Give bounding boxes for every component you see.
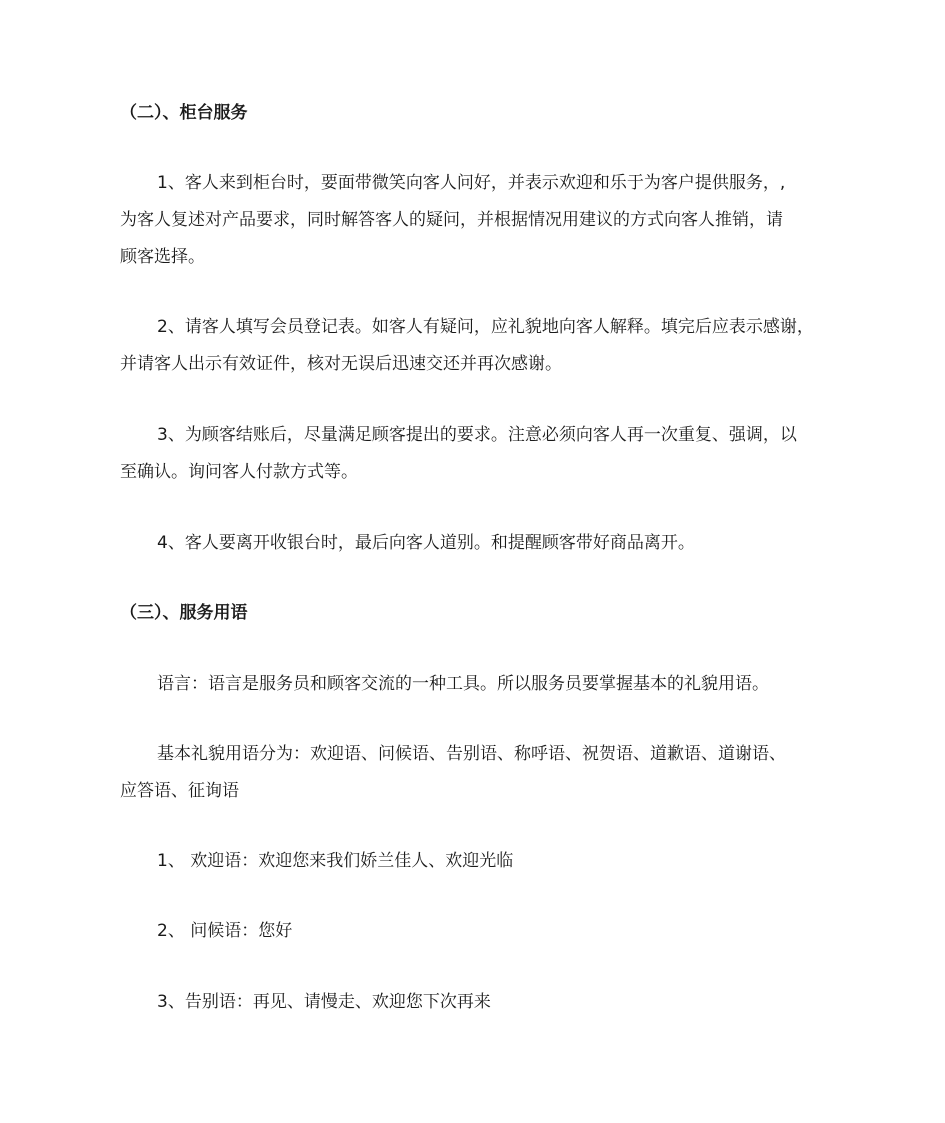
- paragraph-1-line-1: 1、客人来到柜台时，要面带微笑向客人问好，并表示欢迎和乐于为客户提供服务，,: [157, 173, 786, 193]
- paragraph-2-line-1: 2、请客人填写会员登记表。如客人有疑问，应礼貌地向客人解释。填完后应表示感谢，: [157, 317, 814, 337]
- paragraph-3-line-1: 3、为顾客结账后，尽量满足顾客提出的要求。注意必须向客人再一次重复、强调，以: [157, 425, 797, 445]
- paragraph-1-line-2: 为客人复述对产品要求，同时解答客人的疑问，并根据情况用建议的方式向客人推销，请: [120, 210, 783, 230]
- paragraph-3-line-2: 至确认。询问客人付款方式等。: [120, 462, 358, 482]
- section-heading-service-language: （三）、服务用语: [120, 603, 248, 623]
- list-item-farewell-phrases: 3、告别语：再见、请慢走、欢迎您下次再来: [157, 992, 491, 1012]
- paragraph-6-line-2: 应答语、征询语: [120, 781, 239, 801]
- paragraph-2-line-2: 并请客人出示有效证件，核对无误后迅速交还并再次感谢。: [120, 354, 562, 374]
- paragraph-4-line-1: 4、客人要离开收银台时，最后向客人道别。和提醒顾客带好商品离开。: [157, 533, 695, 553]
- list-item-welcome-phrases: 1、 欢迎语：欢迎您来我们娇兰佳人、欢迎光临: [157, 851, 514, 871]
- paragraph-1-line-3: 顾客选择。: [120, 247, 205, 267]
- list-item-greeting-phrases: 2、 问候语：您好: [157, 921, 293, 941]
- paragraph-6-line-1: 基本礼貌用语分为：欢迎语、问候语、告别语、称呼语、祝贺语、道歉语、道谢语、: [157, 744, 786, 764]
- paragraph-5-line-1: 语言：语言是服务员和顾客交流的一种工具。所以服务员要掌握基本的礼貌用语。: [157, 674, 769, 694]
- section-heading-counter-service: （二）、柜台服务: [120, 103, 248, 123]
